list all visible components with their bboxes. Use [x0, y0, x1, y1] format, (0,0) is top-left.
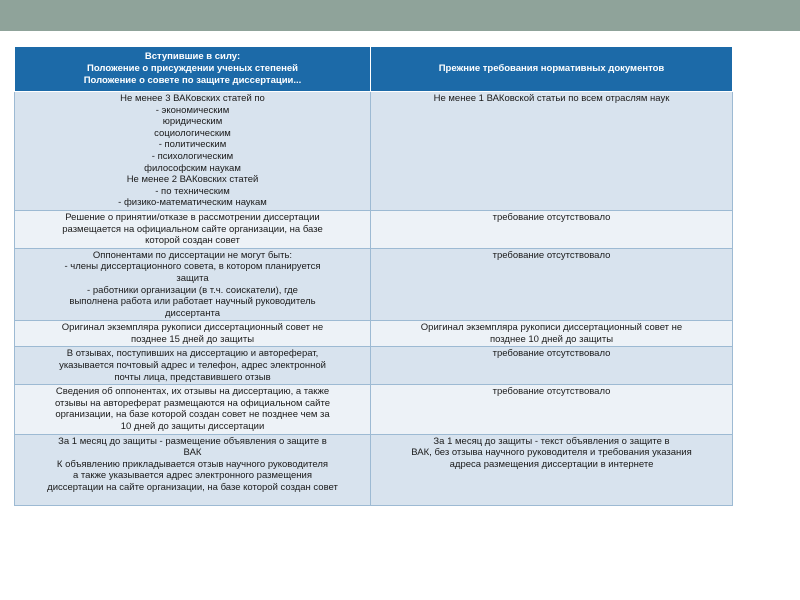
table-header-row	[15, 47, 733, 92]
cell-line: а также указывается адрес электронного размещения	[72, 470, 313, 482]
table-row	[15, 347, 733, 385]
header-line: Положение о совете по защите диссертации...	[83, 75, 302, 86]
cell-line: - психологическим	[151, 150, 234, 162]
header-previous-requirements	[371, 47, 733, 92]
cell-new	[15, 321, 371, 347]
cell-line: требование отсутствовало	[492, 348, 611, 360]
cell-line: позднее 15 дней до защиты	[130, 333, 255, 345]
table-row	[15, 434, 733, 505]
table-row	[15, 385, 733, 434]
cell-line: - политическим	[158, 139, 227, 151]
cell-line: которой создан совет	[145, 235, 240, 247]
cell-line: размещается на официальном сайте организации, на базе	[62, 223, 323, 235]
cell-line: требование отсутствовало	[492, 386, 611, 398]
cell-line: - по техническим	[155, 185, 230, 197]
cell-line: В отзывах, поступивших на диссертацию и автореферат,	[66, 348, 319, 360]
cell-line: Оригинал экземпляра рукописи диссертационный совет не	[420, 322, 683, 334]
cell-line: указывается почтовый адрес и телефон, адрес электронной	[59, 360, 326, 372]
cell-line: выполнена работа или работает научный руководитель	[69, 296, 316, 308]
cell-line: Оригинал экземпляра рукописи диссертационный совет не	[61, 322, 324, 334]
cell-line: философским наукам	[144, 162, 241, 174]
cell-line: Не менее 3 ВАКовских статей по	[120, 93, 265, 104]
header-line: Прежние требования нормативных документов	[438, 63, 665, 74]
cell-line: За 1 месяц до защиты - текст объявления о защите в	[433, 435, 670, 447]
cell-new	[15, 210, 371, 248]
cell-line: За 1 месяц до защиты - размещение объявления о защите в	[58, 435, 327, 447]
comparison-table-wrapper	[14, 46, 732, 506]
cell-line: К объявлению прикладывается отзыв научного руководителя	[56, 458, 329, 470]
cell-line: - члены диссертационного совета, в котором планируется	[64, 261, 321, 273]
cell-line: ВАК	[183, 447, 202, 459]
cell-new	[15, 347, 371, 385]
cell-new	[15, 92, 371, 211]
table-row	[15, 210, 733, 248]
cell-line: Оппонентами по диссертации не могут быть:	[92, 249, 293, 261]
cell-line: диссертанта	[164, 307, 220, 319]
cell-line: отзывы на автореферат размещаются на официальном сайте	[54, 397, 331, 409]
table-row	[15, 92, 733, 211]
cell-previous	[371, 210, 733, 248]
cell-previous	[371, 321, 733, 347]
cell-line: ВАК, без отзыва научного руководителя и требования указания	[411, 447, 692, 459]
header-line: Положение о присуждении ученых степеней	[87, 63, 298, 74]
comparison-table	[14, 46, 733, 506]
cell-line: Не менее 1 ВАКовской статьи по всем отраслям наук	[433, 93, 670, 104]
cell-previous	[371, 347, 733, 385]
cell-previous	[371, 434, 733, 505]
cell-line: - физико-математическим наукам	[118, 197, 267, 209]
cell-line: Решение о принятии/отказе в рассмотрении диссертации	[65, 211, 320, 223]
cell-line: требование отсутствовало	[492, 249, 611, 261]
cell-line: организации, на базе которой создан совет не позднее чем за	[55, 409, 330, 421]
cell-line: требование отсутствовало	[492, 211, 611, 223]
slide-top-band	[0, 0, 800, 31]
cell-line: социологическим	[154, 127, 231, 139]
cell-previous	[371, 385, 733, 434]
cell-line: Сведения об оппонентах, их отзывы на диссертацию, а также	[55, 386, 330, 398]
cell-line: - экономическим	[155, 104, 230, 116]
cell-line: юридическим	[162, 116, 223, 128]
table-row	[15, 321, 733, 347]
cell-line: диссертации на сайте организации, на базе которой создан совет	[47, 482, 338, 493]
cell-line: защита	[176, 272, 209, 284]
cell-line: адреса размещения диссертации в интернете	[449, 458, 654, 470]
table-row	[15, 248, 733, 321]
cell-line: почты лица, представившего отзыв	[114, 371, 271, 383]
cell-new	[15, 385, 371, 434]
header-new-requirements	[15, 47, 371, 92]
cell-line: позднее 10 дней до защиты	[489, 333, 614, 345]
cell-previous	[371, 248, 733, 321]
header-line: Вступившие в силу:	[144, 51, 241, 62]
cell-line: Не менее 2 ВАКовских статей	[126, 174, 259, 186]
cell-line: - работники организации (в т.ч. соискатели), где	[87, 284, 298, 296]
cell-previous	[371, 92, 733, 211]
cell-line: 10 дней до защиты диссертации	[120, 421, 265, 433]
cell-new	[15, 434, 371, 505]
cell-new	[15, 248, 371, 321]
